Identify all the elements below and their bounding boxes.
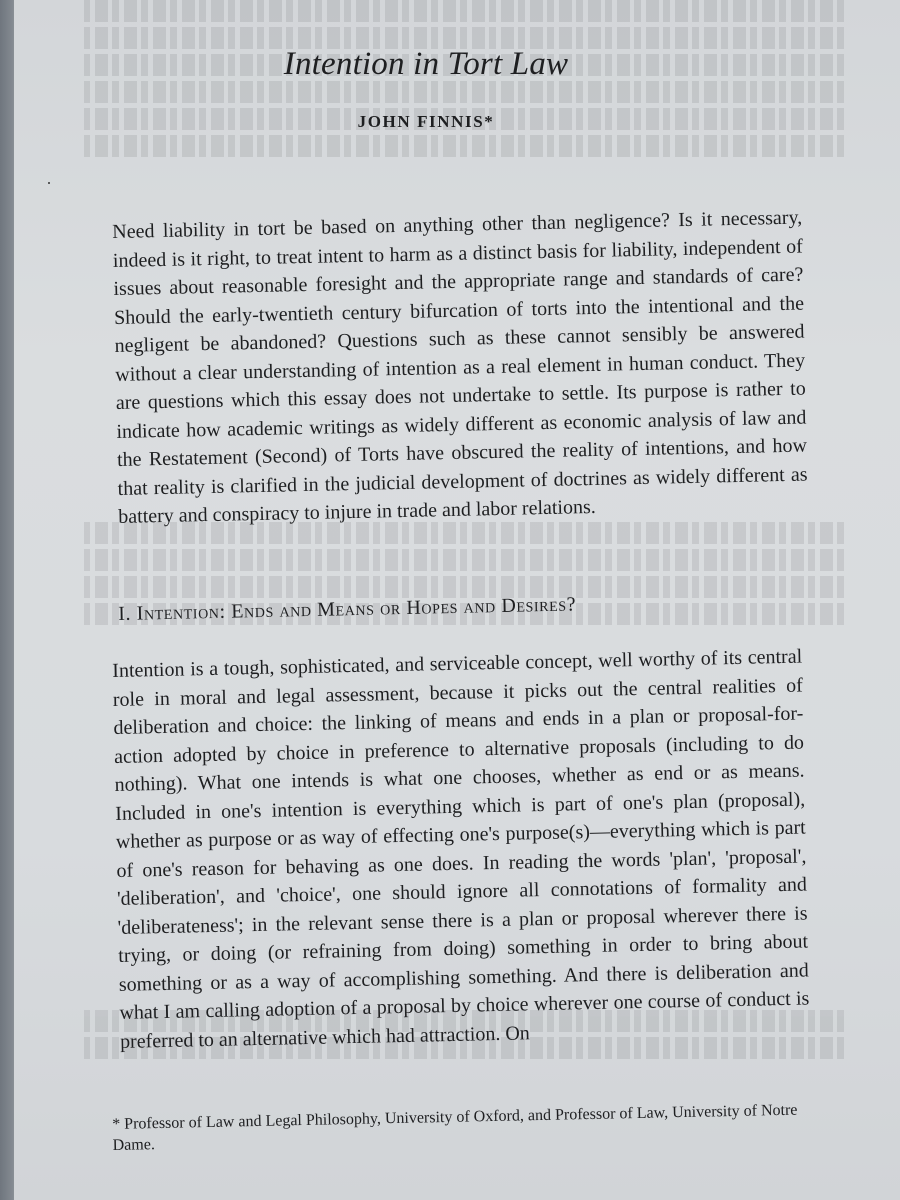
section-heading: I. Intention: Ends and Means or Hopes and Desires?	[118, 593, 577, 625]
body-paragraph: Intention is a tough, sophisticated, and serviceable concept, well worthy of its central role in moral and legal assessment, because it picks out the central realities of deliberation and choice: the linking of means and ends in a plan or proposal-for-action adopted by choice in preference to alternative proposals (including to do nothing). What one intends is what one chooses, whether as end or as means. Included in one's intention is everything which is part of one's plan (proposal), whether as purpose or as way of effecting one's purpose(s)—everything which is part of one's reason for behaving as one does. In reading the words 'plan', 'proposal', 'deliberation', and 'choice', one should ignore all connotations of formality and 'deliberateness'; in the relevant sense there is a plan or proposal wherever there is trying, or doing (or refraining from doing) something in order to bring about something or as a way of accomplishing something. And there is deliberation and what I am calling adoption of a proposal by choice wherever one course of conduct is preferred to an alternative which had attraction. On	[112, 645, 810, 1053]
article-title: Intention in Tort Law	[283, 46, 569, 82]
intro-paragraph: Need liability in tort be based on anything other than negligence? Is it necessary, indeed is it right, to treat intent to harm as a distinct basis for liability, independent of issues about reasonable foresight and the appropriate range and standards of care? Should the early-twentieth century bifurcation of torts into the intentional and the negligent be abandoned? Questions such as these cannot sensibly be answered without a clear understanding of intention as a real element in human conduct. They are questions which this essay does not undertake to settle. Its purpose is rather to indicate how academic writings as widely different as economic analysis of law and the Restatement (Second) of Torts have obscured the reality of intentions, and how that reality is clarified in the judicial development of doctrines as widely different as battery and conspiracy to injure in trade and labor relations.	[112, 206, 808, 528]
stray-mark	[48, 182, 50, 184]
footnote: * Professor of Law and Legal Philosophy, University of Oxford, and Professor of Law, University of Notre Dame.	[112, 1101, 798, 1154]
article-author: JOHN FINNIS*	[357, 112, 495, 131]
